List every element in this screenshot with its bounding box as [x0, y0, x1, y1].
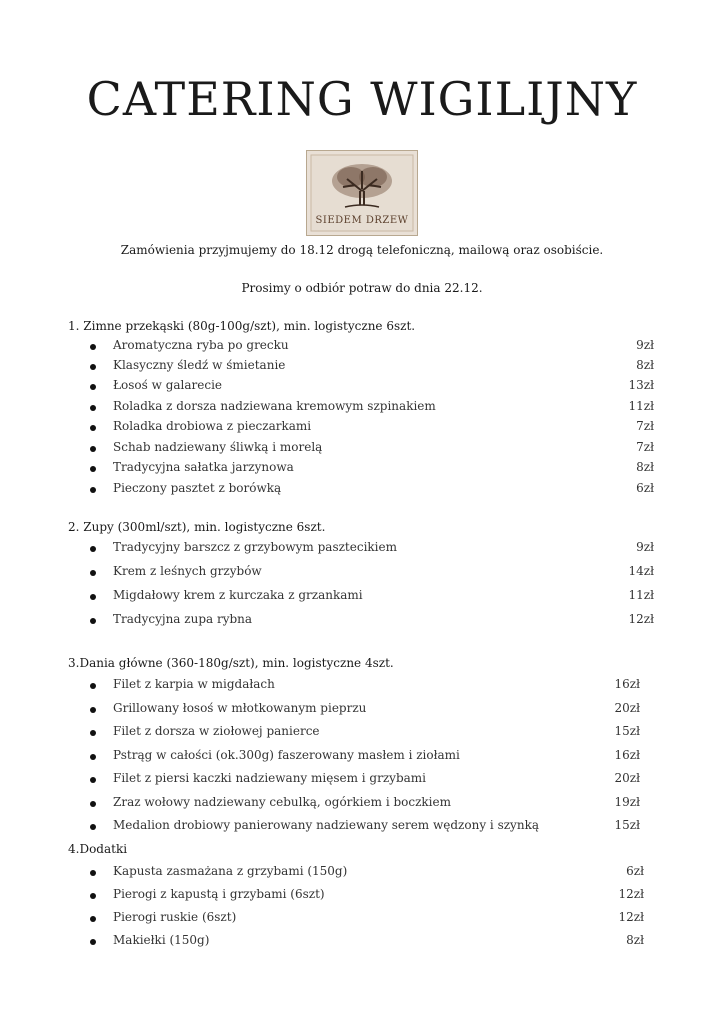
item-price: 15zł [614, 724, 640, 738]
list-item [84, 540, 654, 558]
bullet-icon [90, 683, 96, 689]
item-name: Tradycyjna zupa rybna [113, 612, 253, 626]
section-heading-dodatki: 4.Dodatki [68, 842, 128, 856]
bullet-icon [90, 707, 96, 713]
item-price: 14zł [628, 564, 654, 578]
bullet-icon [90, 618, 96, 624]
item-name: Grillowany łosoś w młotkowanym pieprzu [113, 701, 367, 715]
item-price: 19zł [614, 795, 640, 809]
item-name: Tradycyjna sałatka jarzynowa [113, 460, 294, 474]
item-price: 7zł [636, 419, 654, 433]
list-item [84, 440, 654, 458]
item-price: 12zł [618, 887, 644, 901]
list-item [84, 748, 654, 766]
item-price: 16zł [614, 748, 640, 762]
list-item [84, 378, 654, 396]
list-item [84, 588, 654, 606]
item-name: Filet z piersi kaczki nadziewany mięsem i grzybami [113, 771, 427, 785]
item-price: 15zł [614, 818, 640, 832]
list-item [84, 887, 654, 905]
bullet-icon [90, 570, 96, 576]
item-price: 9zł [636, 338, 654, 352]
list-item [84, 338, 654, 356]
list-item [84, 564, 654, 582]
bullet-icon [90, 801, 96, 807]
bullet-icon [90, 344, 96, 350]
item-price: 6zł [626, 864, 644, 878]
item-price: 8zł [636, 358, 654, 372]
siedem-drzew-logo [306, 150, 418, 236]
item-price: 12zł [628, 612, 654, 626]
item-price: 12zł [618, 910, 644, 924]
item-name: Kapusta zasmażana z grzybami (150g) [113, 864, 348, 878]
list-item [84, 933, 654, 951]
bullet-icon [90, 730, 96, 736]
item-name: Pierogi z kapustą i grzybami (6szt) [113, 887, 325, 901]
bullet-icon [90, 893, 96, 899]
pickup-deadline-notice: Prosimy o odbiór potraw do dnia 22.12. [241, 281, 483, 295]
bullet-icon [90, 364, 96, 370]
bullet-icon [90, 405, 96, 411]
item-name: Migdałowy krem z kurczaka z grzankami [113, 588, 363, 602]
item-price: 11zł [628, 399, 654, 413]
section-heading-dania-glowne: 3.Dania główne (360-180g/szt), min. logistyczne 4szt. [68, 656, 394, 670]
item-name: Filet z dorsza w ziołowej panierce [113, 724, 320, 738]
item-price: 11zł [628, 588, 654, 602]
item-name: Krem z leśnych grzybów [113, 564, 262, 578]
list-item [84, 864, 654, 882]
item-name: Łosoś w galarecie [113, 378, 223, 392]
bullet-icon [90, 939, 96, 945]
item-name: Filet z karpia w migdałach [113, 677, 275, 691]
item-price: 8zł [636, 460, 654, 474]
bullet-icon [90, 466, 96, 472]
list-item [84, 358, 654, 376]
list-item [84, 399, 654, 417]
page-title: CATERING WIGILIJNY [86, 72, 638, 126]
item-price: 20zł [614, 701, 640, 715]
bullet-icon [90, 594, 96, 600]
item-price: 6zł [636, 481, 654, 495]
item-name: Pstrąg w całości (ok.300g) faszerowany masłem i ziołami [113, 748, 460, 762]
item-name: Aromatyczna ryba po grecku [113, 338, 289, 352]
item-name: Tradycyjny barszcz z grzybowym pasztecikiem [113, 540, 398, 554]
section-heading-zupy: 2. Zupy (300ml/szt), min. logistyczne 6szt. [68, 520, 326, 534]
section-heading-zimne-przekaski: 1. Zimne przekąski (80g-100g/szt), min. logistyczne 6szt. [68, 319, 416, 333]
item-name: Zraz wołowy nadziewany cebulką, ogórkiem i boczkiem [113, 795, 452, 809]
item-name: Pieczony pasztet z borówką [113, 481, 282, 495]
bullet-icon [90, 916, 96, 922]
item-price: 7zł [636, 440, 654, 454]
list-item [84, 612, 654, 630]
bullet-icon [90, 384, 96, 390]
item-name: Schab nadziewany śliwką i morelą [113, 440, 323, 454]
item-price: 16zł [614, 677, 640, 691]
bullet-icon [90, 487, 96, 493]
item-name: Klasyczny śledź w śmietanie [113, 358, 286, 372]
list-item [84, 677, 654, 695]
bullet-icon [90, 824, 96, 830]
order-deadline-notice: Zamówienia przyjmujemy do 18.12 drogą telefoniczną, mailową oraz osobiście. [120, 243, 604, 257]
bullet-icon [90, 425, 96, 431]
list-item [84, 460, 654, 478]
list-item [84, 818, 654, 836]
list-item [84, 419, 654, 437]
list-item [84, 701, 654, 719]
item-price: 20zł [614, 771, 640, 785]
list-item [84, 910, 654, 928]
list-item [84, 724, 654, 742]
item-price: 8zł [626, 933, 644, 947]
list-item [84, 771, 654, 789]
logo-text: SIEDEM DRZEW [315, 215, 409, 226]
item-name: Medalion drobiowy panierowany nadziewany serem wędzony i szynką [113, 818, 539, 832]
list-item [84, 795, 654, 813]
item-name: Pierogi ruskie (6szt) [113, 910, 237, 924]
item-price: 13zł [628, 378, 654, 392]
item-price: 9zł [636, 540, 654, 554]
bullet-icon [90, 546, 96, 552]
item-name: Roladka drobiowa z pieczarkami [113, 419, 312, 433]
bullet-icon [90, 446, 96, 452]
bullet-icon [90, 754, 96, 760]
bullet-icon [90, 870, 96, 876]
item-name: Roladka z dorsza nadziewana kremowym szpinakiem [113, 399, 436, 413]
bullet-icon [90, 777, 96, 783]
item-name: Makiełki (150g) [113, 933, 210, 947]
list-item [84, 481, 654, 499]
